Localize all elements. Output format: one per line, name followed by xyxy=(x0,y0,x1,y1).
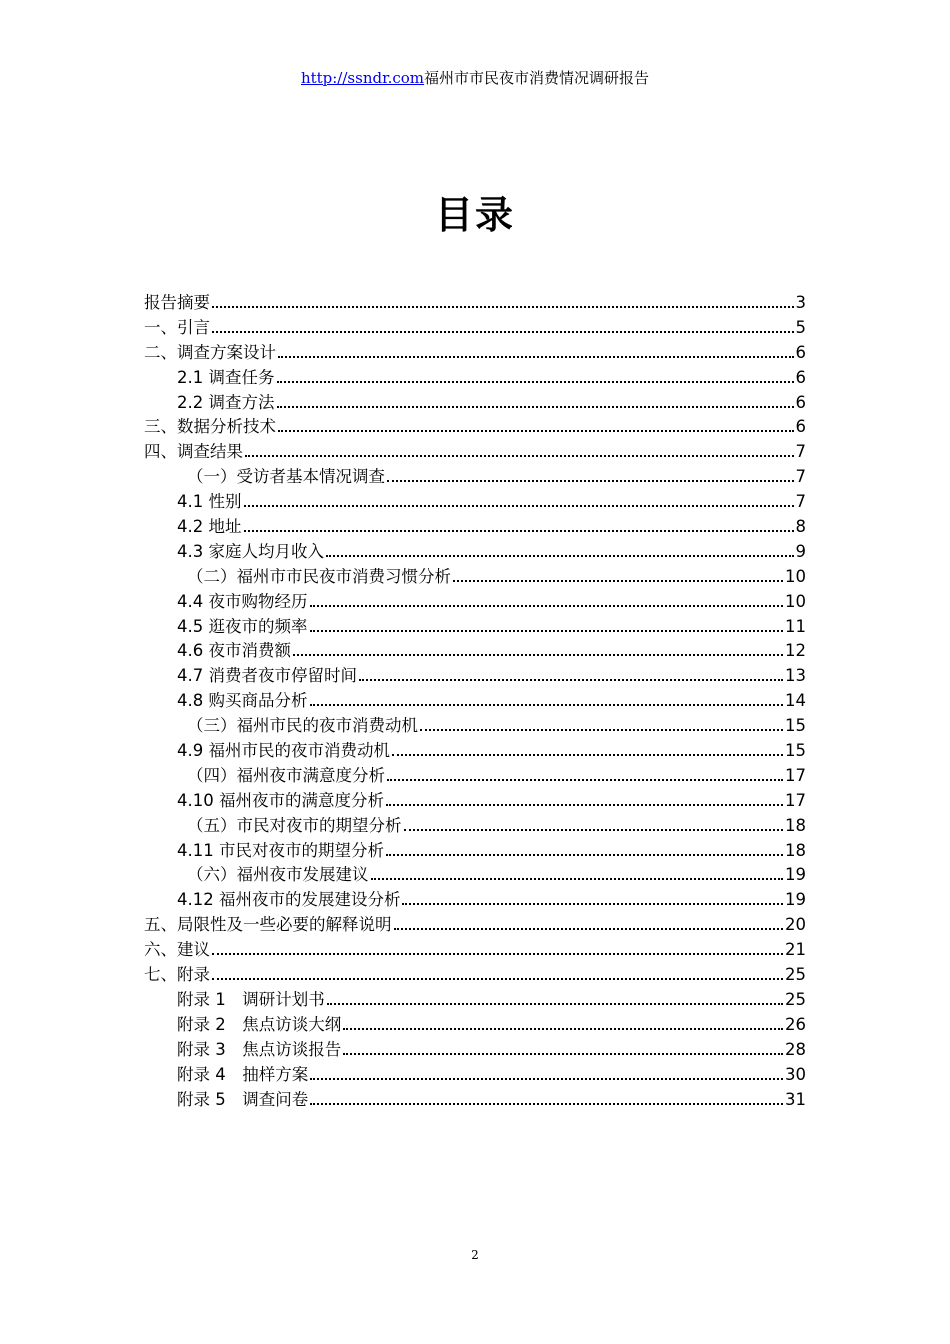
toc-leader-dots xyxy=(278,346,794,358)
toc-entry-page: 6 xyxy=(795,417,806,437)
toc-entry-page: 19 xyxy=(785,865,806,885)
header-link[interactable]: http://ssndr.com xyxy=(300,69,425,87)
toc-entry[interactable] xyxy=(144,837,806,862)
toc-entry-label: 2.2 调查方法 xyxy=(177,392,275,412)
toc-entry[interactable] xyxy=(144,413,806,438)
toc-leader-dots xyxy=(371,868,784,880)
toc-entry[interactable] xyxy=(144,339,806,364)
toc-entry[interactable] xyxy=(144,687,806,712)
toc-entry[interactable] xyxy=(144,637,806,662)
toc-entry-label: （二）福州市市民夜市消费习惯分析 xyxy=(187,566,451,586)
toc-entry-label: 4.7 消费者夜市停留时间 xyxy=(177,666,357,686)
toc-entry-label: （三）福州市民的夜市消费动机 xyxy=(187,716,418,736)
toc-entry-page: 8 xyxy=(795,517,806,537)
toc-entry-label: （六）福州夜市发展建议 xyxy=(187,865,369,885)
toc-entry-page: 15 xyxy=(785,716,806,736)
toc-leader-dots xyxy=(386,844,783,856)
toc-entry-label: 附录 5 调查问卷 xyxy=(177,1089,309,1109)
toc-entry-label: 4.11 市民对夜市的期望分析 xyxy=(177,840,384,860)
toc-entry-label: （四）福州夜市满意度分析 xyxy=(187,765,385,785)
toc-leader-dots xyxy=(310,694,784,706)
toc-entry-page: 25 xyxy=(785,965,806,985)
toc-leader-dots xyxy=(326,545,794,557)
toc-entry[interactable] xyxy=(144,936,806,961)
toc-entry[interactable] xyxy=(144,986,806,1011)
toc-entry-label: 四、调查结果 xyxy=(144,442,243,462)
toc-leader-dots xyxy=(310,1093,783,1105)
toc-leader-dots xyxy=(244,520,794,532)
toc-entry[interactable] xyxy=(144,1061,806,1086)
toc-leader-dots xyxy=(386,794,783,806)
toc-entry[interactable] xyxy=(144,1011,806,1036)
toc-title: 目录 xyxy=(434,193,515,237)
toc-entry-page: 19 xyxy=(785,890,806,910)
toc-entry-label: 二、调查方案设计 xyxy=(144,342,276,362)
toc-entry-page: 10 xyxy=(785,566,806,586)
toc-entry-label: 4.12 福州夜市的发展建设分析 xyxy=(177,890,401,910)
toc-leader-dots xyxy=(343,1043,783,1055)
toc-leader-dots xyxy=(387,769,783,781)
toc-leader-dots xyxy=(212,943,783,955)
toc-leader-dots xyxy=(212,968,783,980)
toc-entry[interactable] xyxy=(144,737,806,762)
toc-entry-page: 7 xyxy=(795,442,806,462)
toc-entry-page: 21 xyxy=(785,940,806,960)
toc-entry-page: 6 xyxy=(795,367,806,387)
toc-leader-dots xyxy=(402,893,783,905)
toc-entry-label: 4.4 夜市购物经历 xyxy=(177,591,308,611)
toc-entry-page: 26 xyxy=(785,1014,806,1034)
toc-entry[interactable] xyxy=(144,438,806,463)
page-number: 2 xyxy=(471,1248,479,1262)
toc-entry-page: 6 xyxy=(795,392,806,412)
toc-leader-dots xyxy=(310,595,784,607)
toc-leader-dots xyxy=(245,445,794,457)
toc-entry[interactable] xyxy=(144,1036,806,1061)
toc-entry[interactable] xyxy=(144,911,806,936)
toc-leader-dots xyxy=(293,644,783,656)
toc-leader-dots xyxy=(359,669,783,681)
toc-entry-label: 七、附录 xyxy=(144,965,210,985)
toc-entry-label: 4.10 福州夜市的满意度分析 xyxy=(177,790,384,810)
toc-leader-dots xyxy=(212,321,794,333)
toc-entry[interactable] xyxy=(144,488,806,513)
toc-entry-label: 附录 3 焦点访谈报告 xyxy=(177,1039,342,1059)
toc-entry-label: 4.1 性别 xyxy=(177,492,242,512)
toc-entry[interactable] xyxy=(144,812,806,837)
toc-leader-dots xyxy=(343,1018,783,1030)
toc-entry-page: 17 xyxy=(785,765,806,785)
table-of-contents xyxy=(144,289,806,1110)
toc-leader-dots xyxy=(278,420,794,432)
toc-entry-page: 25 xyxy=(785,989,806,1009)
toc-entry[interactable] xyxy=(144,289,806,314)
toc-entry-label: 4.9 福州市民的夜市消费动机 xyxy=(177,741,390,761)
toc-entry[interactable] xyxy=(144,389,806,414)
toc-leader-dots xyxy=(212,296,794,308)
toc-entry-label: 附录 4 抽样方案 xyxy=(177,1064,309,1084)
toc-entry-label: 4.6 夜市消费额 xyxy=(177,641,291,661)
toc-entry-label: 报告摘要 xyxy=(144,293,210,312)
toc-entry[interactable] xyxy=(144,1086,806,1111)
toc-leader-dots xyxy=(310,620,784,632)
toc-entry-page: 18 xyxy=(785,815,806,835)
toc-entry[interactable] xyxy=(144,961,806,986)
toc-leader-dots xyxy=(327,993,783,1005)
toc-entry-page: 13 xyxy=(785,666,806,686)
toc-leader-dots xyxy=(420,719,783,731)
toc-entry-label: 五、局限性及一些必要的解释说明 xyxy=(144,915,392,935)
toc-entry-page: 12 xyxy=(785,641,806,661)
toc-leader-dots xyxy=(392,744,783,756)
toc-entry-page: 7 xyxy=(795,492,806,512)
toc-entry-label: （五）市民对夜市的期望分析 xyxy=(187,815,402,835)
toc-entry-page: 20 xyxy=(785,915,806,935)
toc-entry[interactable] xyxy=(144,712,806,737)
page-header xyxy=(0,68,950,88)
toc-entry-page: 17 xyxy=(785,790,806,810)
toc-entry-label: 4.3 家庭人均月收入 xyxy=(177,541,324,561)
toc-entry-page: 9 xyxy=(795,541,806,561)
toc-entry[interactable] xyxy=(144,588,806,613)
toc-entry[interactable] xyxy=(144,662,806,687)
toc-leader-dots xyxy=(310,1068,783,1080)
toc-entry[interactable] xyxy=(144,513,806,538)
header-title: 福州市市民夜市消费情况调研报告 xyxy=(424,69,650,87)
toc-entry-page: 10 xyxy=(785,591,806,611)
toc-entry-label: 2.1 调查任务 xyxy=(177,367,275,387)
toc-entry[interactable] xyxy=(144,861,806,886)
toc-entry-page: 7 xyxy=(795,467,806,487)
toc-entry-page: 28 xyxy=(785,1039,806,1059)
toc-entry[interactable] xyxy=(144,364,806,389)
toc-leader-dots xyxy=(453,570,783,582)
toc-entry-label: 六、建议 xyxy=(144,940,210,960)
toc-entry[interactable] xyxy=(144,563,806,588)
toc-entry-page: 18 xyxy=(785,840,806,860)
toc-entry-page: 14 xyxy=(785,691,806,711)
toc-entry-label: 4.2 地址 xyxy=(177,517,242,537)
toc-entry-page: 15 xyxy=(785,741,806,761)
toc-entry[interactable] xyxy=(144,762,806,787)
toc-entry-page: 11 xyxy=(785,616,806,636)
toc-entry-page: 31 xyxy=(785,1089,806,1109)
toc-leader-dots xyxy=(387,470,794,482)
toc-entry[interactable] xyxy=(144,538,806,563)
toc-entry[interactable] xyxy=(144,463,806,488)
toc-leader-dots xyxy=(394,918,784,930)
toc-entry-label: 三、数据分析技术 xyxy=(144,417,276,437)
toc-entry[interactable] xyxy=(144,613,806,638)
toc-entry-label: 4.8 购买商品分析 xyxy=(177,691,308,711)
toc-entry-page: 5 xyxy=(795,317,806,337)
toc-entry[interactable] xyxy=(144,886,806,911)
toc-entry-page: 6 xyxy=(795,342,806,362)
toc-entry[interactable] xyxy=(144,314,806,339)
toc-leader-dots xyxy=(404,819,784,831)
toc-entry-page: 30 xyxy=(785,1064,806,1084)
toc-leader-dots xyxy=(277,396,794,408)
toc-entry-label: （一）受访者基本情况调查 xyxy=(187,467,385,487)
toc-entry-label: 4.5 逛夜市的频率 xyxy=(177,616,308,636)
toc-entry-label: 附录 1 调研计划书 xyxy=(177,989,325,1009)
toc-entry-page: 3 xyxy=(795,293,806,312)
toc-entry[interactable] xyxy=(144,787,806,812)
toc-leader-dots xyxy=(277,371,794,383)
toc-entry-label: 一、引言 xyxy=(144,317,210,337)
toc-leader-dots xyxy=(244,495,794,507)
toc-entry-label: 附录 2 焦点访谈大纲 xyxy=(177,1014,342,1034)
